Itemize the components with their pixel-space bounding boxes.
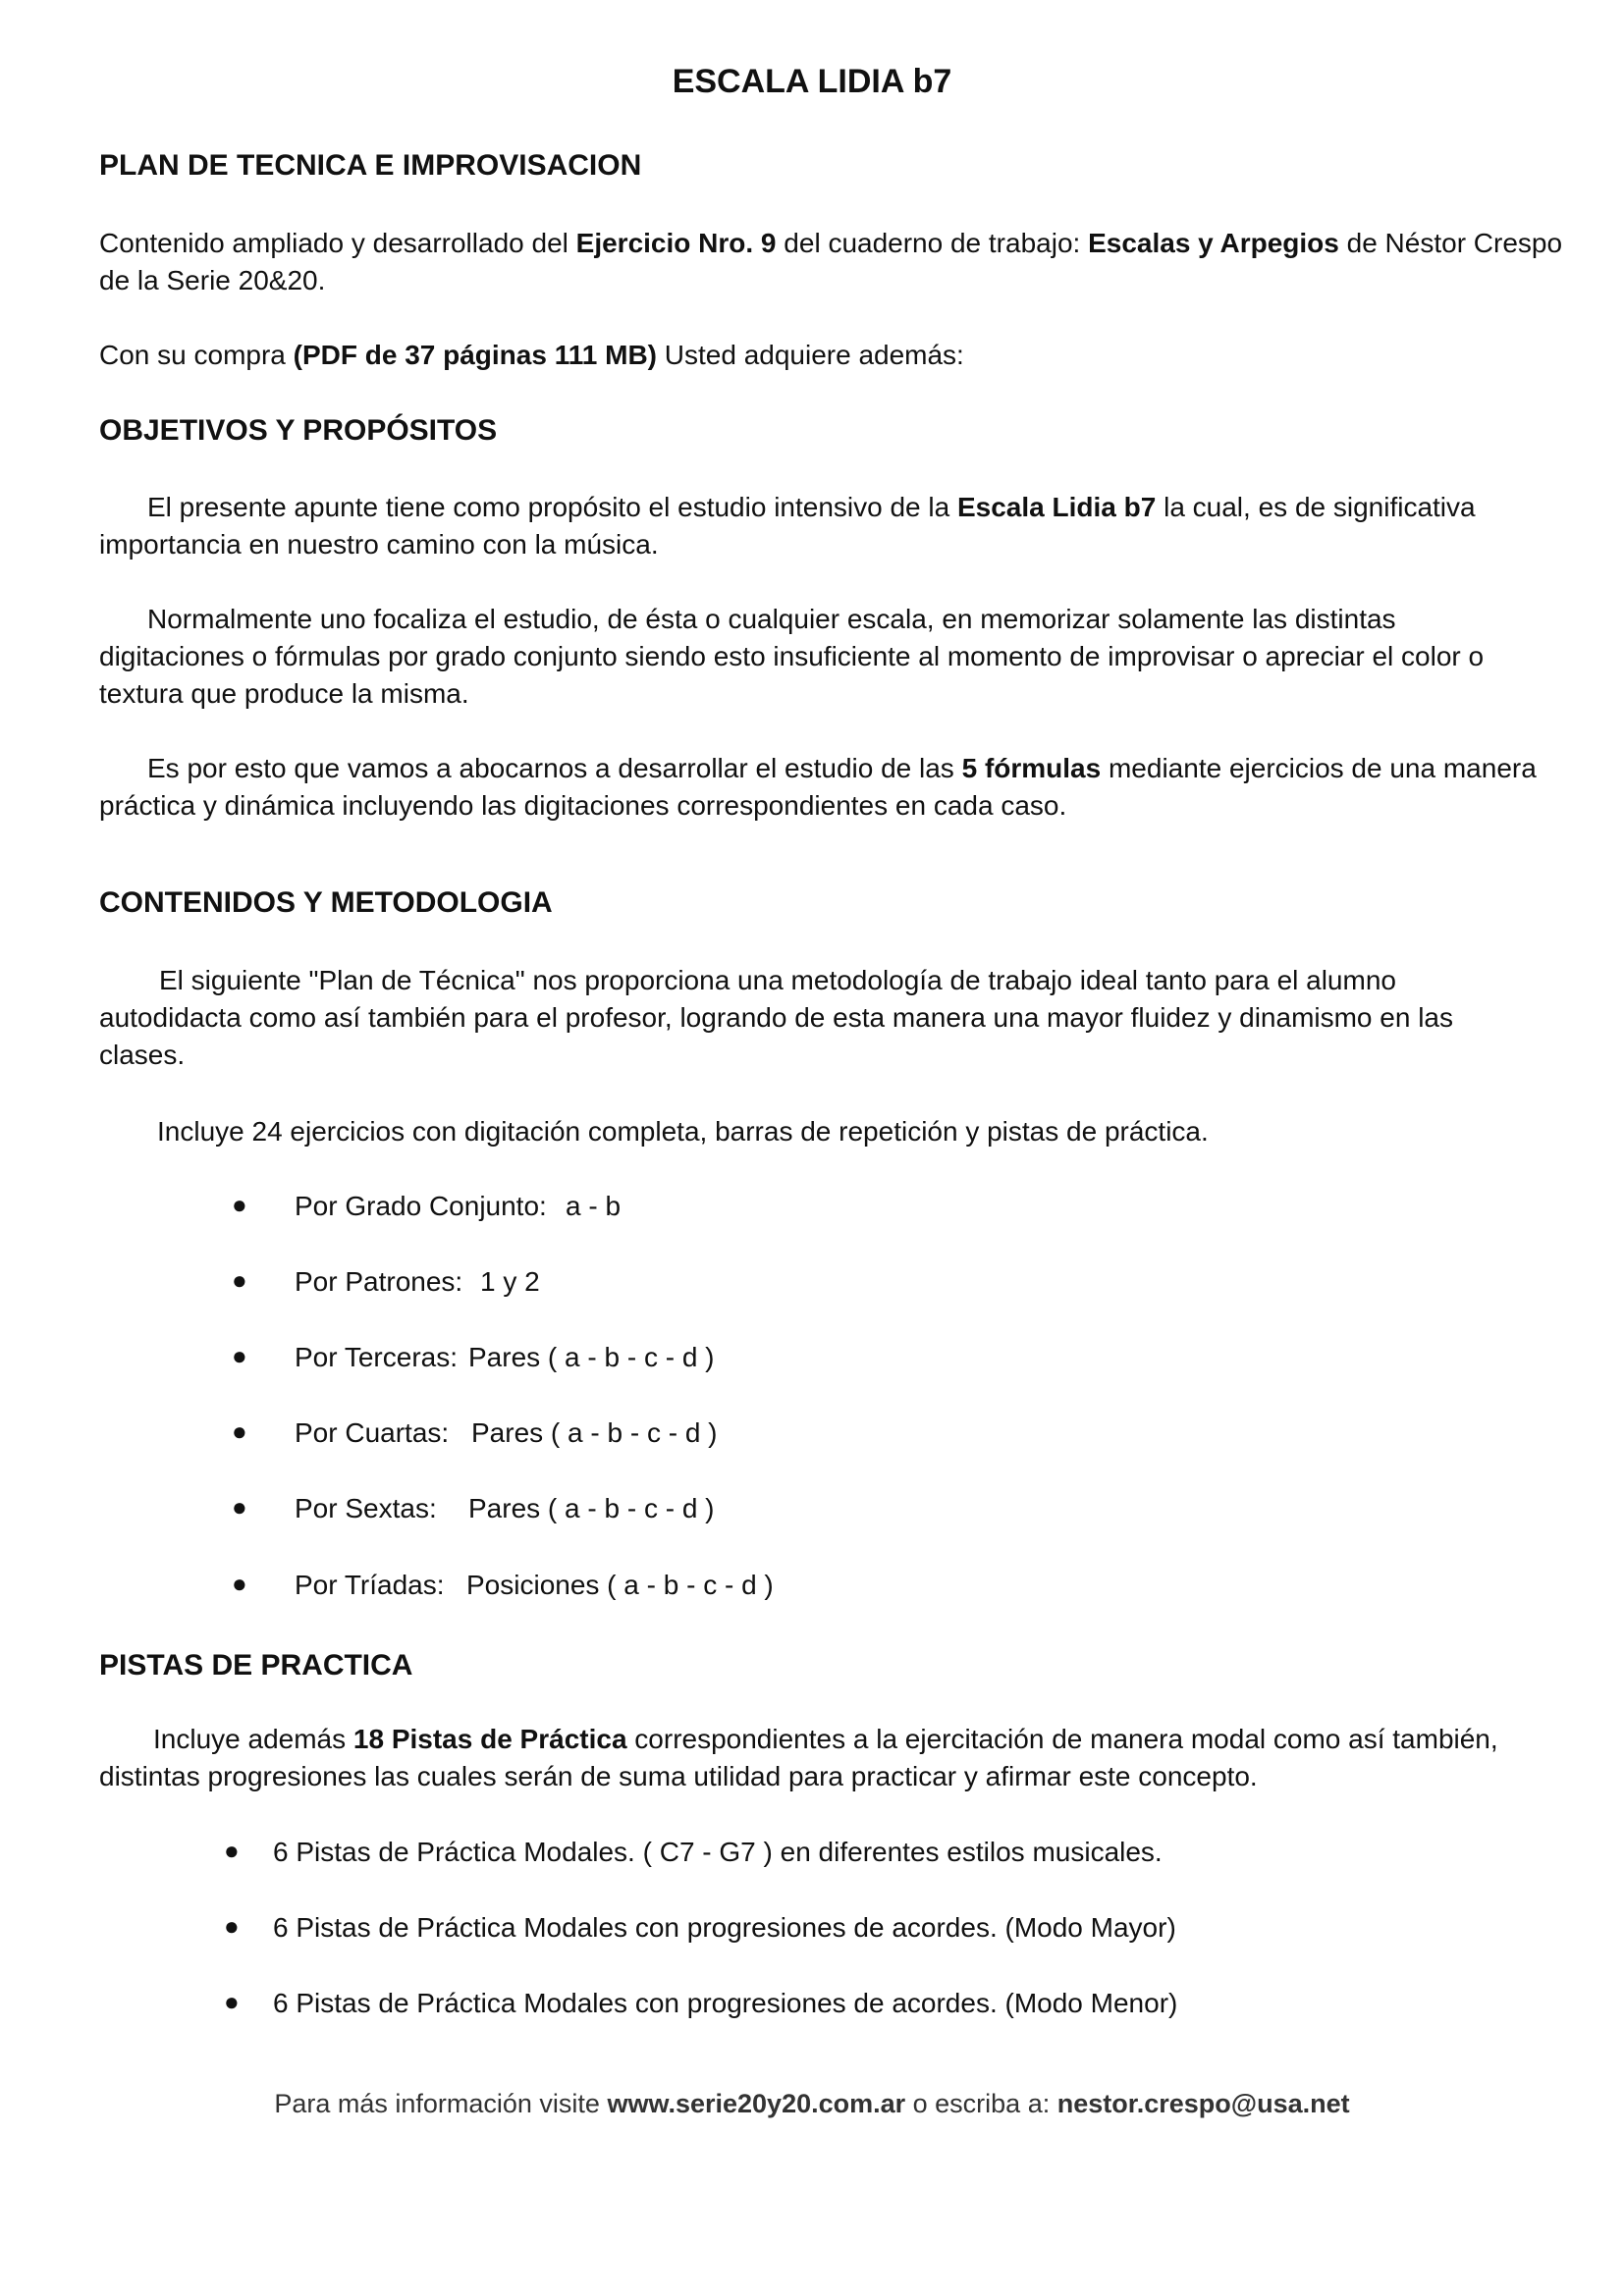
list-item-value: Pares ( a - b - c - d ) xyxy=(471,1417,718,1448)
list-item-label: Por Terceras: xyxy=(295,1342,458,1372)
contenidos-p1-line3: clases. xyxy=(99,1040,186,1070)
objetivos-p2-line3: textura que produce la misma. xyxy=(99,678,469,709)
text: Contenido ampliado y desarrollado del xyxy=(99,228,576,258)
website-link[interactable]: www.serie20y20.com.ar xyxy=(607,2089,906,2118)
objetivos-p3-line1 xyxy=(147,750,1537,787)
footer-contact xyxy=(0,2089,1624,2119)
list-item-label: Por Sextas: xyxy=(295,1493,437,1523)
email-link[interactable]: nestor.crespo@usa.net xyxy=(1056,2089,1350,2118)
list-item: 6 Pistas de Práctica Modales con progresiones de acordes. (Modo Mayor) xyxy=(273,1912,1176,1943)
text: de Néstor Crespo xyxy=(1338,228,1563,258)
objetivos-p2-line1: Normalmente uno focaliza el estudio, de ésta o cualquier escala, en memorizar solamente las distintas xyxy=(147,604,1396,634)
bullet-icon: ● xyxy=(232,1492,247,1522)
objetivos-p1-line1 xyxy=(147,489,1476,526)
bullet-icon: ● xyxy=(224,1836,240,1865)
text: Con su compra xyxy=(99,340,294,370)
bullet-icon: ● xyxy=(232,1569,247,1598)
book-title: Escalas y Arpegios xyxy=(1088,228,1339,258)
list-item-label: Por Cuartas: xyxy=(295,1417,450,1448)
contenidos-p2: Incluye 24 ejercicios con digitación completa, barras de repetición y pistas de práctica. xyxy=(157,1116,1209,1147)
pdf-info: (PDF de 37 páginas 111 MB) xyxy=(293,340,657,370)
list-item: 6 Pistas de Práctica Modales. ( C7 - G7 ) en diferentes estilos musicales. xyxy=(273,1837,1163,1867)
list-item-value: 1 y 2 xyxy=(480,1266,540,1297)
bullet-icon: ● xyxy=(232,1265,247,1295)
list-item-label: Por Grado Conjunto: xyxy=(295,1191,547,1221)
contenidos-p1-line2: autodidacta como así también para el profesor, logrando de esta manera una mayor fluidez y dinamismo en las xyxy=(99,1002,1453,1033)
text: la cual, es de significativa xyxy=(1156,492,1476,522)
text: del cuaderno de trabajo: xyxy=(776,228,1089,258)
list-item-value: a - b xyxy=(566,1191,622,1221)
text: El presente apunte tiene como propósito el estudio intensivo de la xyxy=(147,492,957,522)
text: mediante ejercicios de una manera xyxy=(1101,753,1537,783)
text: correspondientes a la ejercitación de manera modal como así también, xyxy=(626,1724,1498,1754)
bullet-icon: ● xyxy=(224,1911,240,1941)
objetivos-p3-line2: práctica y dinámica incluyendo las digitaciones correspondientes en cada caso. xyxy=(99,790,1067,821)
objetivos-p2-line2: digitaciones o fórmulas por grado conjunto siendo esto insuficiente al momento de improvisar o apreciar el color o xyxy=(99,641,1485,671)
text: Para más información visite xyxy=(274,2089,608,2118)
section-heading-contenidos: CONTENIDOS Y METODOLOGIA xyxy=(99,886,553,919)
list-item-value: Posiciones ( a - b - c - d ) xyxy=(466,1570,774,1600)
list-item-label: Por Patrones: xyxy=(295,1266,463,1297)
text: Usted adquiere además: xyxy=(656,340,964,370)
text: o escriba a: xyxy=(905,2089,1057,2118)
bullet-icon: ● xyxy=(224,1987,240,2016)
bullet-icon: ● xyxy=(232,1416,247,1446)
bullet-icon: ● xyxy=(232,1341,247,1370)
intro-paragraph-line1 xyxy=(99,225,1562,262)
text: Incluye además xyxy=(153,1724,353,1754)
intro-paragraph-line2: de la Serie 20&20. xyxy=(99,265,326,295)
tracks-count: 18 Pistas de Práctica xyxy=(352,1724,627,1754)
text: Es por esto que vamos a abocarnos a desarrollar el estudio de las xyxy=(147,753,962,783)
objetivos-p1-line2: importancia en nuestro camino con la música. xyxy=(99,529,659,560)
contenidos-p1-line1: El siguiente "Plan de Técnica" nos proporciona una metodología de trabajo ideal tanto para el alumno xyxy=(159,965,1396,995)
page-title: ESCALA LIDIA b7 xyxy=(672,63,952,100)
scale-name: Escala Lidia b7 xyxy=(956,492,1157,522)
list-item-label: Por Tríadas: xyxy=(295,1570,445,1600)
section-heading-plan: PLAN DE TECNICA E IMPROVISACION xyxy=(99,149,642,182)
exercise-ref: Ejercicio Nro. 9 xyxy=(575,228,777,258)
formulas-count: 5 fórmulas xyxy=(961,753,1102,783)
bullet-icon: ● xyxy=(232,1190,247,1219)
list-item: 6 Pistas de Práctica Modales con progresiones de acordes. (Modo Menor) xyxy=(273,1988,1178,2018)
section-heading-objetivos: OBJETIVOS Y PROPÓSITOS xyxy=(99,414,498,447)
pistas-p1-line2: distintas progresiones las cuales serán de suma utilidad para practicar y afirmar este concepto. xyxy=(99,1761,1258,1791)
list-item-value: Pares ( a - b - c - d ) xyxy=(468,1493,715,1523)
list-item-value: Pares ( a - b - c - d ) xyxy=(468,1342,715,1372)
section-heading-pistas: PISTAS DE PRACTICA xyxy=(99,1649,413,1682)
pistas-p1-line1 xyxy=(153,1721,1498,1758)
purchase-paragraph xyxy=(99,337,964,374)
